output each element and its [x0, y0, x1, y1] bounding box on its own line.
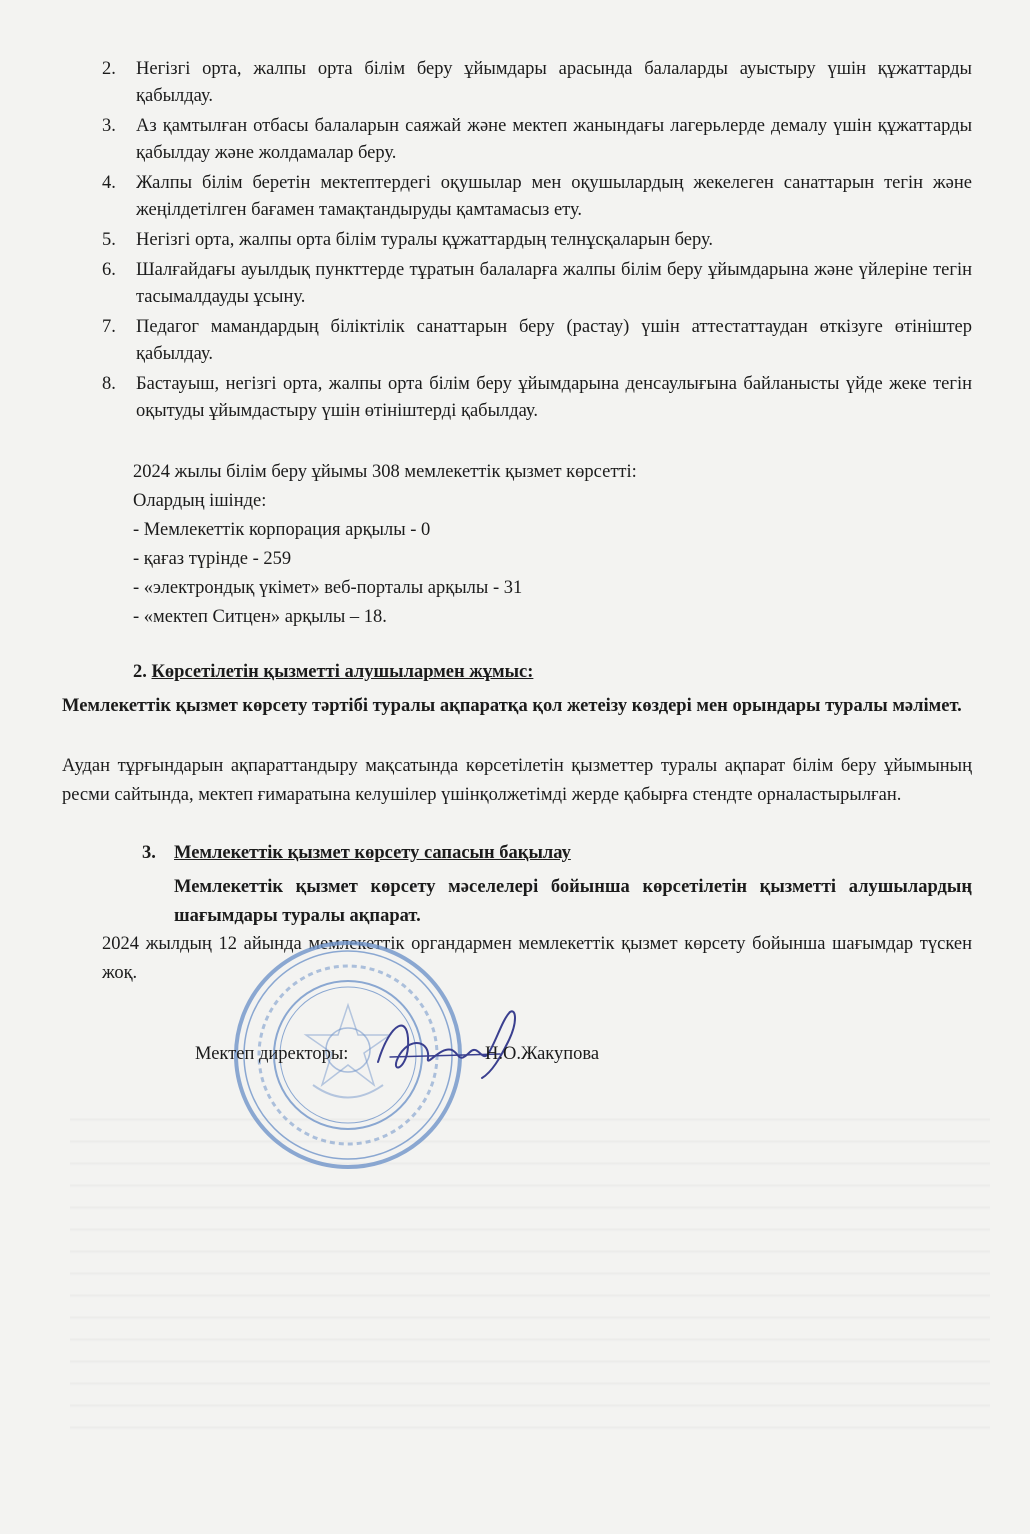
services-statistics [133, 458, 637, 632]
list-item: 8. Бастауыш, негізгі орта, жалпы орта білім беру ұйымдарына денсаулығына байланысты үйде жеке тегін оқытуды ұйымдастыру үшін өтініштерді қабылдау. [102, 374, 972, 421]
list-item: 6. Шалғайдағы ауылдық пункттерде тұратын балаларға жалпы білім беру ұйымдарына және үйлеріне тегін тасымалдауды ұсыну. [102, 260, 972, 307]
section-2-paragraph: Аудан тұрғындарын ақпараттандыру мақсатында көрсетілетін қызметтер туралы ақпарат білім беру ұйымының ресми сайтында, мектеп ғимаратына келушілер үшінқолжетімді жерде қабырға стендте орналастырылған. [62, 756, 972, 805]
stats-item: - қағаз түрінде - 259 [133, 549, 292, 569]
section-3-paragraph: 2024 жылдың 12 айында мемлекеттік органдармен мемлекеттік қызмет көрсету бойынша шағымдар түскен жоқ. [102, 934, 972, 983]
signer-role: Мектеп директоры: [195, 1044, 349, 1064]
stats-item: - «мектеп Ситцен» арқылы – 18. [133, 607, 387, 627]
services-list [100, 56, 972, 428]
signer-name: Н.О.Жакупова [485, 1044, 600, 1064]
section-2-subtitle: Мемлекеттік қызмет көрсету тәртібі туралы ақпаратқа қол жетеізу көздері мен орындары туралы мәлімет. [62, 696, 962, 716]
stats-item: - Мемлекеттік корпорация арқылы - 0 [133, 520, 431, 540]
stats-item: - «электрондық үкімет» веб-порталы арқылы - 31 [133, 578, 523, 598]
section-3-subtitle: Мемлекеттік қызмет көрсету мәселелері бойынша көрсетілетін қызметті алушылардың шағымдары туралы ақпарат. [174, 877, 972, 926]
list-item: 7. Педагог мамандардың біліктілік санаттарын беру (растау) үшін аттестаттаудан өткізуге өтініштер қабылдау. [102, 317, 972, 364]
section-2-heading: 2. Көрсетілетін қызметті алушылармен жұмыс: [133, 662, 534, 682]
stats-intro: Олардың ішінде: [133, 491, 267, 511]
reverse-side-bleed-through [70, 1100, 990, 1430]
list-item: 4. Жалпы білім беретін мектептердегі оқушылар мен оқушылардың жекелеген санаттарын тегін және жеңілдетілген бағамен тамақтандыруды қамтамасыз ету. [102, 173, 972, 220]
list-item: 2. Негізгі орта, жалпы орта білім беру ұйымдары арасында балаларды ауыстыру үшін құжаттарды қабылдау. [102, 59, 972, 106]
stats-total: 2024 жылы білім беру ұйымы 308 мемлекеттік қызмет көрсетті: [133, 462, 637, 482]
document-page: 2. Негізгі орта, жалпы орта білім беру ұйымдары арасында балаларды ауыстыру үшін құжаттарды қабылдау. 3. Аз қамтылған отбасы балаларын саяжай және мектеп жанындағы лагерьлерде демалу үшін құжаттарды қабылдау және жолдамалар беру. 4. Жалпы білім беретін мектептердегі оқушылар мен оқушылардың жекелеген санаттарын тегін және жеңілдетілген бағамен тамақтандыруды қамтамасыз ету. 5. Негізгі орта, жалпы орта білім туралы құжаттардың телнұсқаларын беру. 6. Шалғайдағы ауылдық пункттерде тұратын балаларға жалпы білім беру ұйымдарына және үйлеріне тегін тасымалдауды ұсыну. 7. Педагог мамандардың біліктілік санаттарын беру (растау) үшін аттестаттаудан өткізуге өтініштер қабылдау. 8. Бастауыш, негізгі орта, жалпы орта білім беру ұйымдарына денсаулығына байланысты үйде жеке тегін оқытуды ұйымдастыру үшін өтініштерді қабылдау. 2024 жылы білім беру ұйымы 308 мемлекеттік қызмет көрсетті: Олардың ішінде: - Мемлекеттік корпорация арқылы - 0 - қағаз түрінде - 259 - «электрондық үкімет» веб-порталы арқылы - 31 - «мектеп Ситцен» арқылы – 18. 2. Көрсетілетін қызметті алушылармен жұмыс: Мемлекеттік қызмет көрсету тәртібі туралы ақпаратқа қол жетеізу көздері мен орындары туралы мәлімет. Аудан тұрғындарын ақпараттандыру мақсатында көрсетілетін қызметтер туралы ақпарат білім беру ұйымының ресми сайтында, мектеп ғимаратына келушілер үшінқолжетімді жерде қабырға стендте орналастырылған. 3. Мемлекеттік қызмет көрсету сапасын бақылау Мемлекеттік қызмет көрсету мәселелері бойынша көрсетілетін қызметті алушылардың шағымдары туралы ақпарат. 2024 жылдың 12 айында мемлекеттік органдармен мемлекеттік қызмет көрсету бойынша шағымдар түскен жоқ. Мектеп директоры: Н.О.Жакупова [0, 0, 1030, 1534]
list-item: 5. Негізгі орта, жалпы орта білім туралы құжаттардың телнұсқаларын беру. [102, 230, 714, 250]
list-item: 3. Аз қамтылған отбасы балаларын саяжай және мектеп жанындағы лагерьлерде демалу үшін құжаттарды қабылдау және жолдамалар беру. [102, 116, 972, 163]
